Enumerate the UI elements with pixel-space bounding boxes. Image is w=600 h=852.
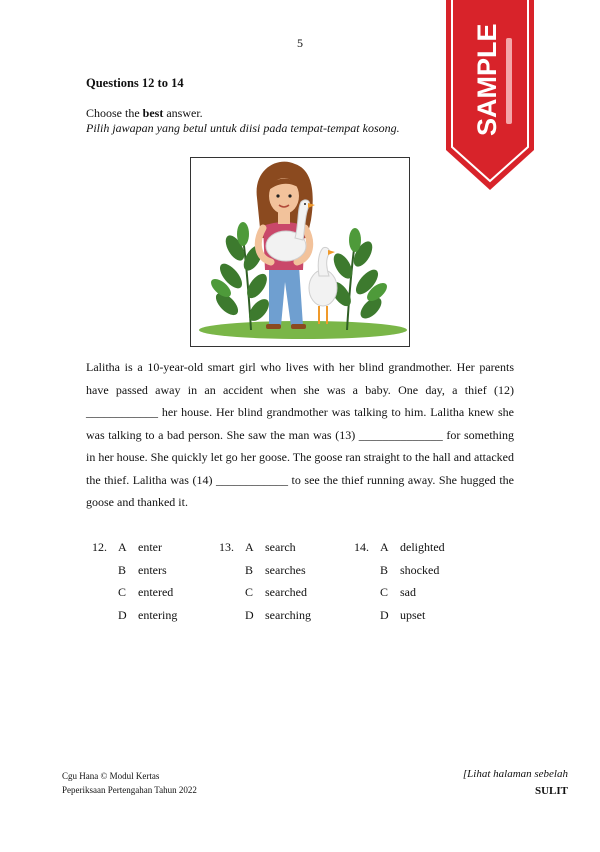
option-text: searching: [265, 607, 311, 622]
watermark-text: SAMPLE: [472, 23, 502, 136]
sample-ribbon: [446, 0, 534, 195]
instruction-en: Choose the best answer.: [86, 106, 203, 120]
ribbon-stripe: [506, 38, 512, 124]
question-14: [354, 536, 445, 626]
option-letter: D: [118, 607, 127, 622]
option-letter: C: [245, 585, 254, 599]
option-letter: A: [380, 540, 389, 554]
option-text: delighted: [400, 540, 445, 554]
footer-right: [463, 766, 568, 800]
question-number: 13.: [219, 540, 234, 554]
passage-text: Lalitha is a 10-year-old smart girl who lives with her blind grandmother. Her parents have passed away in an accident when she was a baby. One day, a thief (12) ____________ her house. Her blind grandmother was talking to him. Lalitha knew she was talking to a bad person. She saw the man was (13) ______________ for something in her house. She quickly let go her goose. The goose ran straight to the hall and attacked the thief. Lalitha was (14) ____________ to see the thief running away. She hugged the goose and thanked it.: [86, 360, 514, 509]
footer-credit: [62, 769, 197, 797]
question-13: [219, 536, 311, 626]
option-letter: D: [245, 607, 254, 622]
sulit-label: SULIT: [534, 785, 568, 797]
ground: [199, 321, 407, 339]
page-number: 5: [297, 36, 303, 50]
option-text: upset: [400, 607, 426, 622]
girl-with-goose-image: [191, 158, 409, 346]
option-letter: A: [118, 540, 127, 554]
option-text: sad: [400, 585, 416, 599]
option-letter: B: [245, 562, 254, 577]
footer-left-line2: Peperiksaan Pertengahan Tahun 2022: [62, 785, 197, 795]
option-text: entered: [138, 585, 174, 599]
option-text: enter: [138, 540, 162, 554]
option-text: entering: [138, 607, 178, 622]
option-letter: B: [118, 562, 127, 577]
standing-goose: [309, 247, 337, 324]
option-letter: C: [118, 585, 127, 599]
option-text: searches: [265, 562, 306, 577]
question-12: [92, 536, 177, 626]
option-letter: C: [380, 585, 389, 599]
option-text: shocked: [400, 562, 440, 577]
left-plant: [208, 222, 273, 330]
option-text: search: [265, 540, 296, 554]
question-number: 14.: [354, 540, 369, 554]
option-letter: B: [380, 562, 389, 577]
footer-left-line1: Cgu Hana © Modul Kertas: [62, 771, 160, 781]
instruction-ms: Pilih jawapan yang betul untuk diisi pada tempat-tempat kosong.: [86, 121, 400, 135]
next-page-note: [Lihat halaman sebelah: [462, 768, 568, 780]
jeans: [269, 266, 303, 326]
option-text: searched: [265, 585, 307, 599]
instruction: [86, 106, 400, 136]
section-heading: Questions 12 to 14: [86, 76, 184, 90]
story-illustration: [190, 157, 410, 347]
right-plant: [327, 228, 390, 330]
option-letter: D: [380, 607, 389, 622]
reading-passage: [86, 356, 514, 514]
option-letter: A: [245, 540, 254, 554]
option-text: enters: [138, 562, 167, 577]
question-number: 12.: [92, 540, 107, 554]
